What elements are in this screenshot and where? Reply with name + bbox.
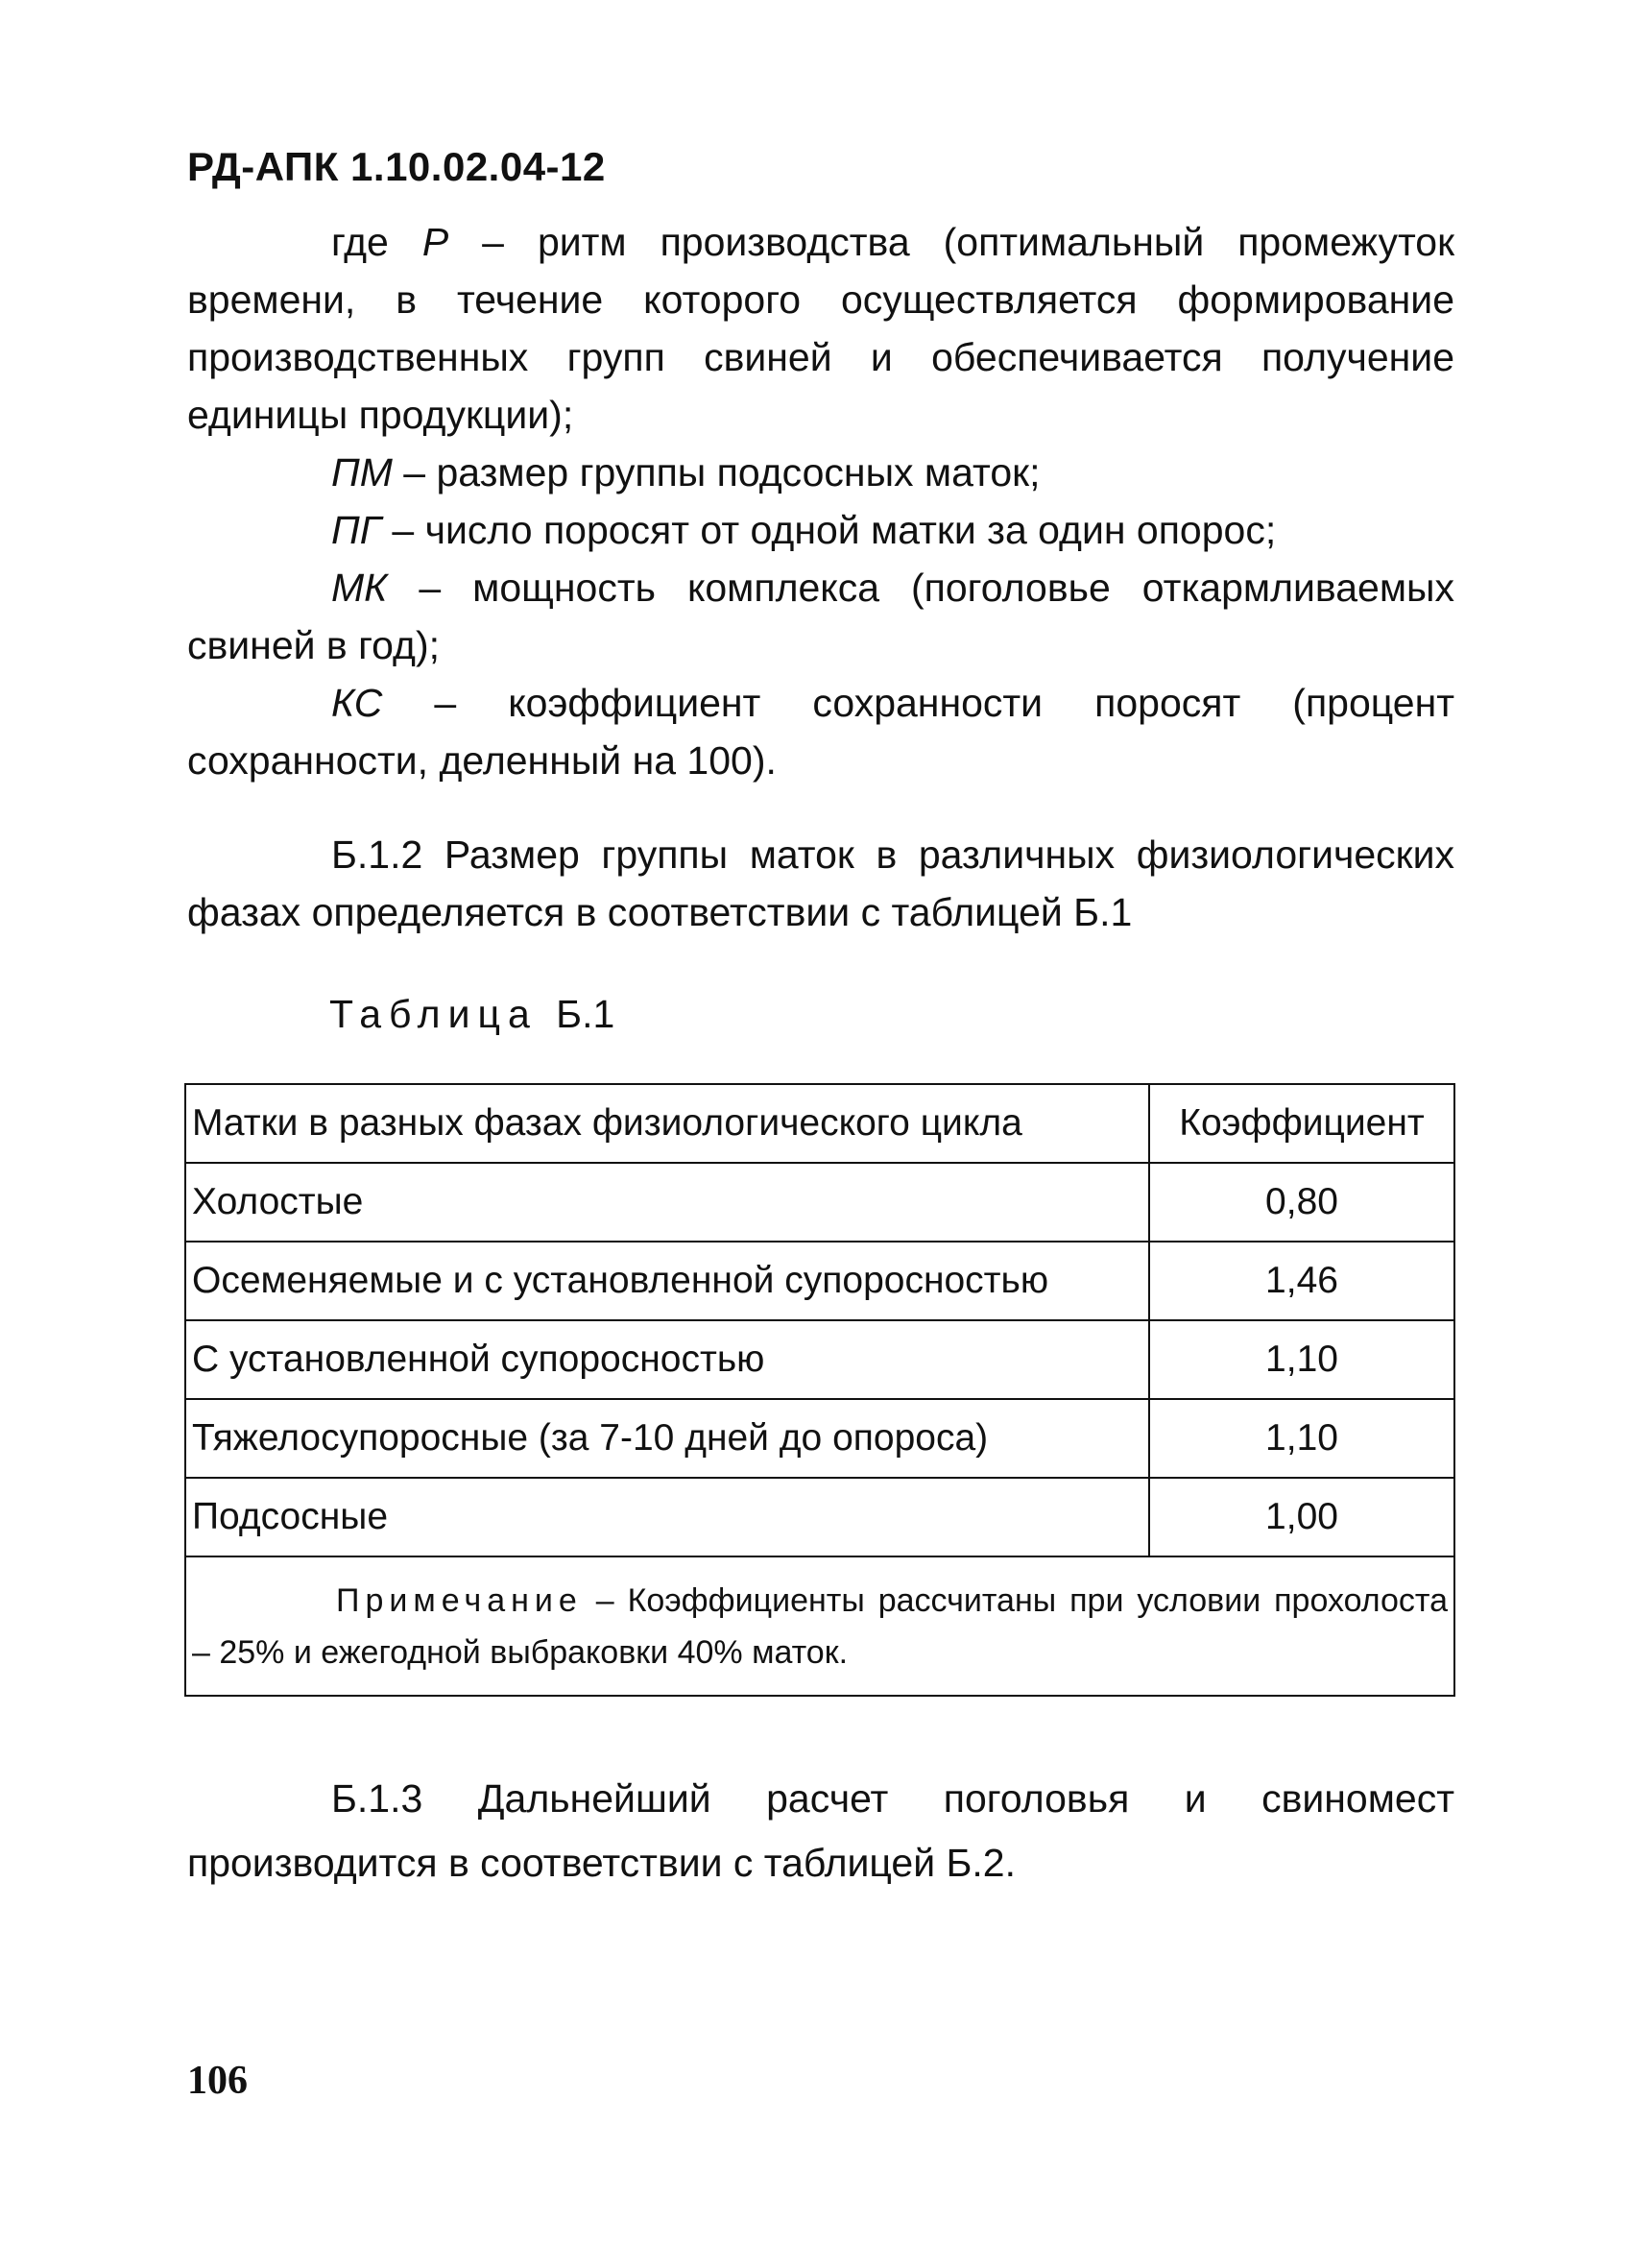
definition-pg [187, 501, 1454, 559]
table-cell-phase: Осеменяемые и с установленной супоросностью [185, 1242, 1149, 1320]
table-cell-phase: Подсосные [185, 1478, 1149, 1556]
definition-text: – число поросят от одной матки за один опорос; [381, 508, 1277, 552]
definition-symbol: КС [331, 681, 383, 725]
table-cell-coefficient: 1,46 [1149, 1242, 1454, 1320]
table-caption-number: Б.1 [556, 992, 615, 1036]
table-note-text: – Коэффициенты рассчитаны при условии прохолоста – 25% и ежегодной выбраковки 40% маток. [192, 1581, 1448, 1671]
definition-symbol: ПМ [331, 450, 393, 495]
definition-text: – размер группы подсосных маток; [392, 450, 1041, 495]
definition-text: – мощность комплекса (поголовье откармливаемых свиней в год); [187, 566, 1454, 667]
paragraph-b12: Б.1.2 Размер группы маток в различных физиологических фазах определяется в соответствии с таблицей Б.1 [187, 832, 1454, 934]
definition-lead: где [331, 220, 422, 264]
definition-symbol: МК [331, 566, 388, 610]
definition-p [187, 213, 1454, 444]
definition-mk [187, 559, 1454, 674]
table-cell-coefficient: 1,10 [1149, 1320, 1454, 1399]
definition-pm [187, 444, 1454, 501]
table-note [185, 1556, 1454, 1696]
table-row [185, 1399, 1454, 1478]
table-row [185, 1320, 1454, 1399]
definition-ks [187, 674, 1454, 789]
table-row [185, 1163, 1454, 1242]
definition-text: – ритм производства (оптимальный промежуток времени, в течение которого осуществляется формирование производственных групп свиней и обеспечивается получение единицы продукции); [187, 220, 1455, 437]
coefficient-table [184, 1083, 1455, 1697]
table-row [185, 1478, 1454, 1556]
table-row [185, 1242, 1454, 1320]
table-cell-coefficient: 1,00 [1149, 1478, 1454, 1556]
table-header-phase: Матки в разных фазах физиологического цикла [185, 1084, 1149, 1163]
page-number: 106 [187, 2059, 248, 2103]
document-code: РД-АПК 1.10.02.04-12 [187, 144, 606, 189]
definition-symbol: ПГ [331, 508, 382, 552]
table-header-coefficient: Коэффициент [1149, 1084, 1454, 1163]
table-header-row [185, 1084, 1454, 1163]
table-caption [329, 992, 614, 1037]
table-note-label: Примечание [336, 1581, 583, 1619]
paragraph-b13: Б.1.3 Дальнейший расчет поголовья и свиномест производится в соответствии с таблицей Б.2. [187, 1776, 1454, 1885]
table-cell-phase: С установленной супоросностью [185, 1320, 1149, 1399]
table-note-row [185, 1556, 1454, 1696]
table-cell-coefficient: 1,10 [1149, 1399, 1454, 1478]
table-caption-word: Таблица [329, 992, 538, 1036]
definition-text: – коэффициент сохранности поросят (процент сохранности, деленный на 100). [187, 681, 1454, 783]
definition-symbol: Р [421, 220, 449, 264]
table-cell-phase: Тяжелосупоросные (за 7-10 дней до опороса) [185, 1399, 1149, 1478]
definitions-block [187, 213, 1454, 789]
table-cell-phase: Холостые [185, 1163, 1149, 1242]
table-cell-coefficient: 0,80 [1149, 1163, 1454, 1242]
